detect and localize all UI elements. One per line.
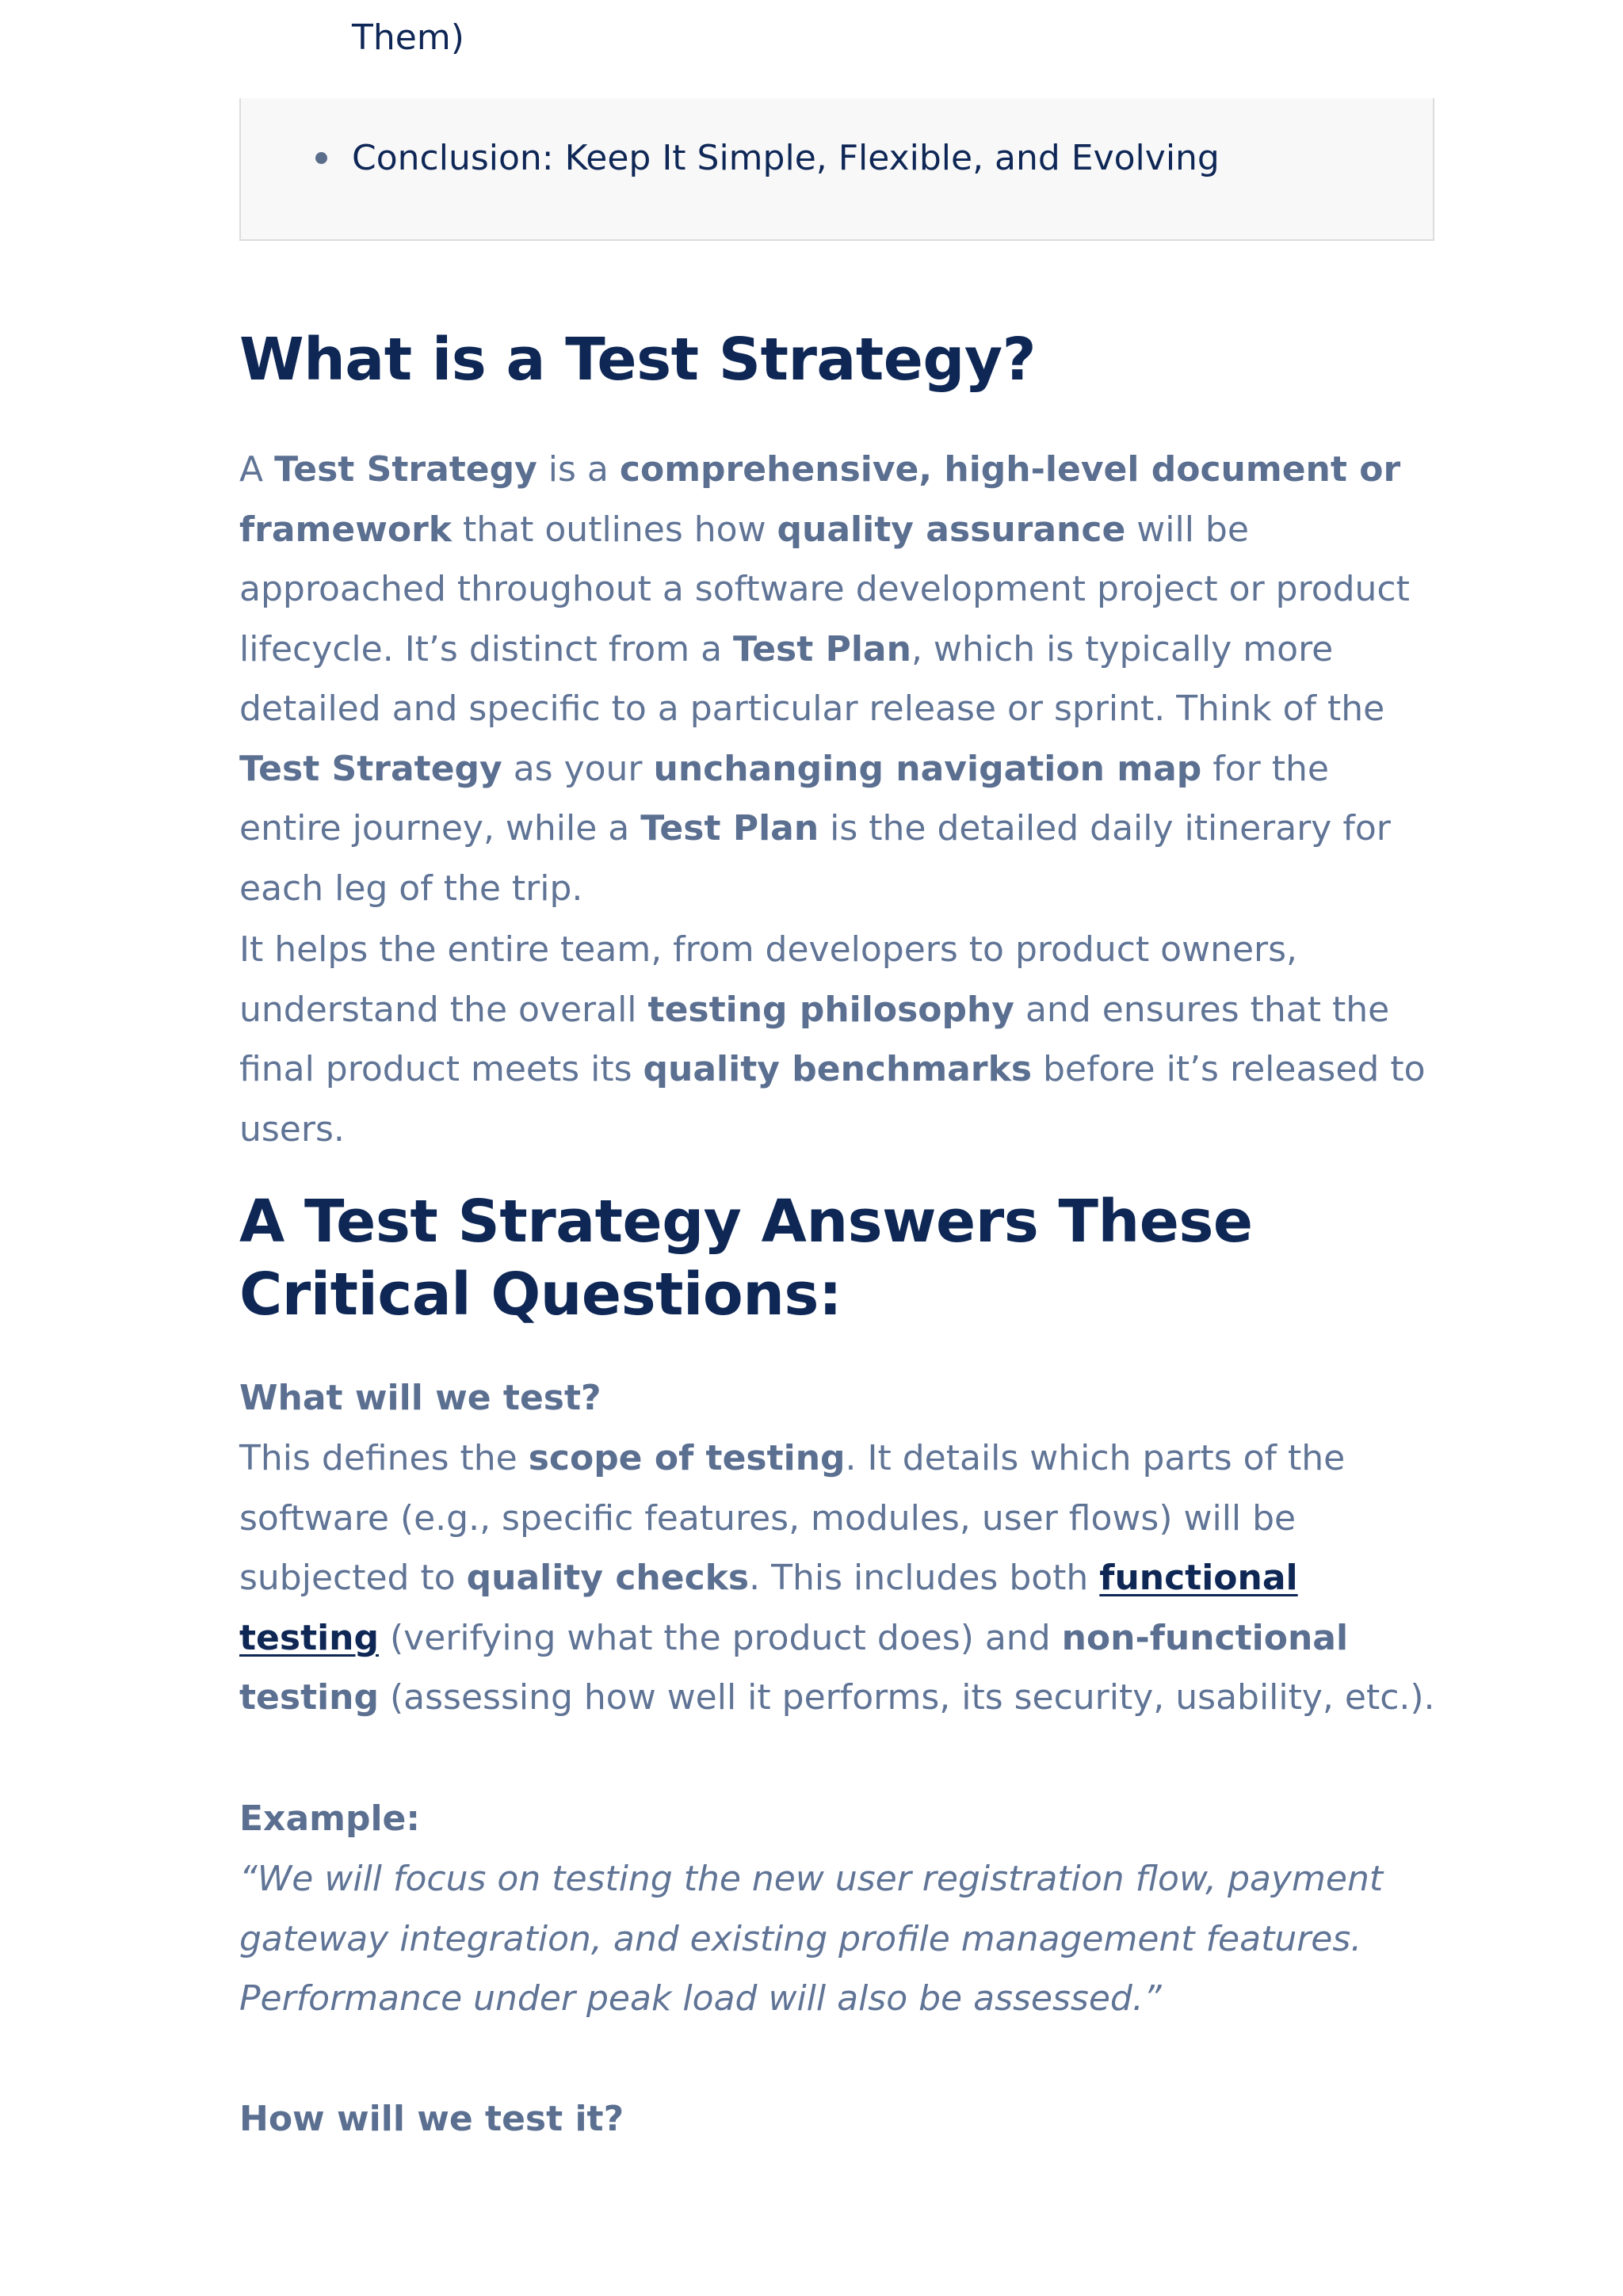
functional-testing-link[interactable]: functional testing [239,1558,1298,1658]
section-heading-what-is: What is a Test Strategy? [239,326,1037,394]
bullet-icon [315,152,327,164]
paragraph-team: It helps the entire team, from developers to product owners, understand the overall testing philosophy and ensures that the final product meets its quality benchmarks before it’s released to users. [239,929,1426,1150]
table-of-contents [239,17,1434,241]
paragraph-definition: A Test Strategy is a comprehensive, high-level document or framework that outlines how quality assurance will be approached throughout a software development project or product lifecycle. It’s distinct from a Test Plan, which is typically more detailed and specific to a particular release or sprint. Think of the Test Strategy as your unchanging navigation map for the entire journey, while a Test Plan is the detailed daily itinerary for each leg of the trip. [239,449,1410,909]
toc-item[interactable] [352,128,1220,189]
toc-item-label: Them) [352,17,464,58]
toc-item-label: Conclusion: Keep It Simple, Flexible, and Evolving [352,138,1220,178]
example-quote: “We will focus on testing the new user registration flow, payment gateway integration, and existing profile management features. Performance under peak load will also be assessed.” [239,1859,1384,2019]
section-heading-questions: A Test Strategy Answers These Critical Questions: [239,1188,1253,1329]
question-how-title: How will we test it? [239,2099,624,2139]
paragraph-scope: This defines the scope of testing. It details which parts of the software (e.g., specific features, modules, user flows) will be subjected to quality checks. This includes both functional testing (verifying what the product does) and non-functional testing (assessing how well it performs, its security, usability, etc.). [239,1438,1435,1718]
question-what-title: What will we test? [239,1378,601,1418]
example-label: Example: [239,1798,420,1839]
toc-item[interactable] [352,8,464,68]
